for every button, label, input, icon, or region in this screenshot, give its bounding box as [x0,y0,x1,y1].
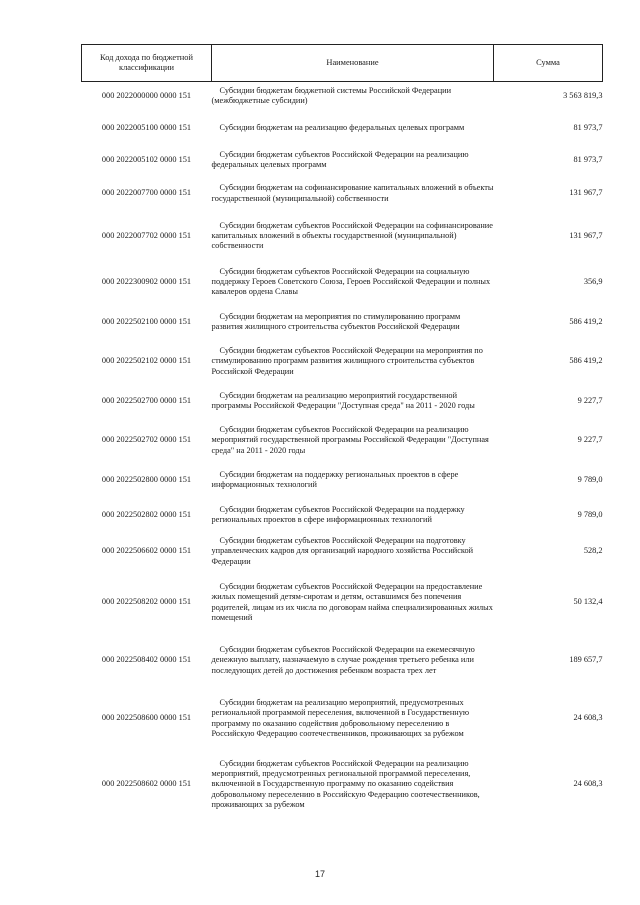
cell-sum: 131 967,7 [569,188,603,198]
cell-sum: 528,2 [583,546,603,556]
cell-sum: 9 227,7 [577,435,603,445]
cell-code: 000 2022502100 0000 151 [101,316,192,326]
cell-code: 000 2022005100 0000 151 [101,122,192,132]
cell-code: 000 2022300902 0000 151 [101,276,192,286]
cell-name [212,384,494,419]
cell-name-text: Субсидии бюджетам субъектов Российской Федерации на предоставление жилых помещений детям-сиротам и детям, оставшимся без попечения родителей, лицам из их числа по договорам найма специализированных жилых помещений [211,582,493,622]
header-code: Код дохода по бюджетной классификации [82,45,212,82]
cell-code: 000 2022508600 0000 151 [101,713,192,723]
cell-sum: 24 608,3 [573,713,603,723]
cell-code: 000 2022502700 0000 151 [101,395,192,405]
cell-name-text: Субсидии бюджетам на реализацию федеральных целевых программ [219,122,465,132]
table-row [82,751,603,819]
table-row [82,498,603,533]
cell-code: 000 2022502800 0000 151 [101,474,192,484]
cell-code: 000 2022007702 0000 151 [101,230,192,240]
cell-name-text: Субсидии бюджетам бюджетной системы Российской Федерации (межбюджетные субсидии) [211,86,452,106]
cell-name-text: Субсидии бюджетам на мероприятия по стимулированию программ развития жилищного строительства субъектов Российской Федерации [211,311,461,331]
cell-name [212,419,494,463]
cell-name [212,533,494,571]
table-row [82,340,603,384]
cell-name-text: Субсидии бюджетам субъектов Российской Федерации на софинансирование капитальных вложений в объекты государственной (муниципальной) собственности [211,220,493,251]
cell-name-text: Субсидии бюджетам субъектов Российской Федерации на ежемесячную денежную выплату, назначаемую в случае рождения третьего ребенка или последующих детей до достижения ребенком возраста трех лет [211,645,475,675]
cell-code: 000 2022007700 0000 151 [101,188,192,198]
cell-name [212,213,494,260]
cell-sum: 9 789,0 [577,474,603,484]
cell-name-text: Субсидии бюджетам субъектов Российской Федерации на реализацию федеральных целевых программ [211,149,469,169]
cell-name-text: Субсидии бюджетам субъектов Российской Федерации на поддержку региональных проектов в сфере информационных технологий [211,504,465,524]
cell-name [212,571,494,635]
table-row [82,571,603,635]
cell-code: 000 2022508402 0000 151 [101,655,192,665]
cell-code: 000 2022508602 0000 151 [101,779,192,789]
budget-revenue-table [81,44,603,819]
cell-name-text: Субсидии бюджетам на реализацию мероприятий государственной программы Российской Федерации "Доступная среда" на 2011 - 2020 годы [211,390,475,410]
table-row [82,305,603,340]
cell-name-text: Субсидии бюджетам субъектов Российской Федерации на социальную поддержку Героев Советского Союза, Героев Российской Федерации и полных кавалеров ордена Славы [211,266,491,297]
table-row [82,82,603,111]
cell-code: 000 2022502802 0000 151 [101,509,192,519]
table-row [82,635,603,687]
cell-sum: 81 973,7 [573,122,603,132]
cell-name [212,260,494,305]
cell-name-text: Субсидии бюджетам субъектов Российской Федерации на реализацию мероприятий, предусмотренных региональной программой переселения, включенной в Государственную программу по оказанию содействия добровольному переселению в Российскую Федерацию соотечественников, проживающих за рубежом [211,758,480,809]
cell-sum: 9 789,0 [577,509,603,519]
cell-code: 000 2022000000 0000 151 [101,91,192,101]
cell-name [212,498,494,533]
cell-name [212,751,494,819]
cell-name-text: Субсидии бюджетам субъектов Российской Федерации на подготовку управленческих кадров для организаций народного хозяйства Российской Федерации [211,536,474,566]
table-row [82,419,603,463]
table-row [82,260,603,305]
cell-sum: 356,9 [583,276,603,286]
cell-name [212,146,494,175]
cell-sum: 189 657,7 [569,655,603,665]
table-row [82,463,603,498]
cell-name [212,463,494,498]
cell-code: 000 2022506602 0000 151 [101,546,192,556]
cell-sum: 9 227,7 [577,395,603,405]
table-row [82,533,603,571]
table-row [82,213,603,260]
cell-name-text: Субсидии бюджетам на поддержку региональных проектов в сфере информационных технологий [211,469,459,489]
table-row [82,384,603,419]
cell-name [212,687,494,751]
cell-code: 000 2022502702 0000 151 [101,435,192,445]
table-row [82,111,603,146]
cell-name [212,340,494,384]
table-header-row [82,45,603,82]
table-body [82,82,603,819]
header-sum: Сумма [494,45,603,82]
cell-sum: 81 973,7 [573,154,603,164]
cell-name [212,305,494,340]
cell-sum: 131 967,7 [569,230,603,240]
table-row [82,175,603,213]
cell-sum: 3 563 819,3 [563,91,603,101]
document-sheet [81,44,602,819]
cell-sum: 50 132,4 [573,597,603,607]
table-row [82,687,603,751]
cell-name-text: Субсидии бюджетам субъектов Российской Федерации на мероприятия по стимулированию программ развития жилищного строительства субъектов Российской Федерации [211,346,483,376]
cell-code: 000 2022502102 0000 151 [101,356,192,366]
cell-sum: 586 419,2 [569,356,603,366]
cell-code: 000 2022508202 0000 151 [101,597,192,607]
cell-name-text: Субсидии бюджетам субъектов Российской Федерации на реализацию мероприятий государственной программы Российской Федерации "Доступная среда" на 2011 - 2020 годы [211,425,489,455]
table-row [82,146,603,175]
cell-name [212,635,494,687]
cell-sum: 586 419,2 [569,316,603,326]
cell-name [212,82,494,111]
cell-name [212,175,494,213]
cell-name [212,111,494,146]
cell-sum: 24 608,3 [573,779,603,789]
cell-name-text: Субсидии бюджетам на реализацию мероприятий, предусмотренных региональной программой переселения, включенной в Государственную программу по оказанию содействия добровольному переселению в Российскую Федерацию соотечественников, проживающих за рубежом [211,698,470,738]
cell-name-text: Субсидии бюджетам на софинансирование капитальных вложений в объекты государственной (муниципальной) собственности [211,183,494,203]
cell-code: 000 2022005102 0000 151 [101,154,192,164]
page-number: 17 [314,869,325,879]
header-name: Наименование [212,45,494,82]
